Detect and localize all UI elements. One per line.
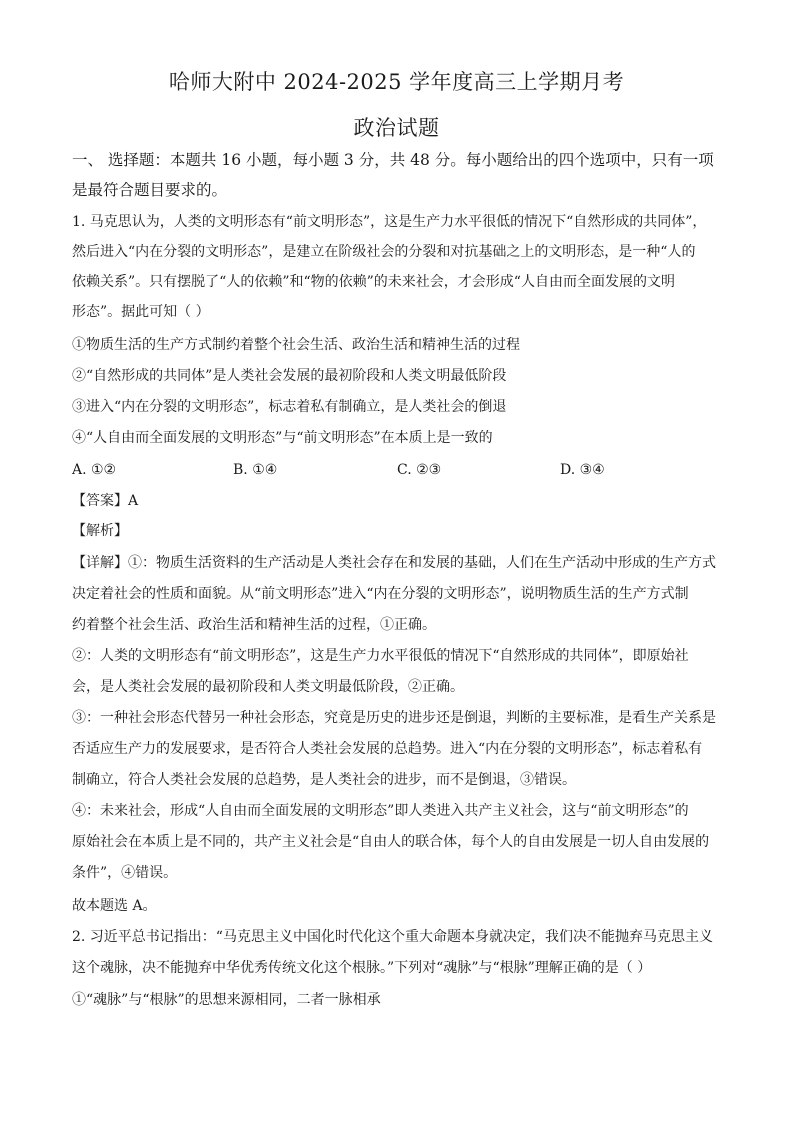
q1-options bbox=[72, 460, 732, 480]
q1-explanation-line: 否适应生产力的发展要求，是否符合人类社会发展的总趋势。进入“内在分裂的文明形态”，标志着私有 bbox=[72, 741, 703, 757]
q1-statement: ①物质生活的生产方式制约着整个社会生活、政治生活和精神生活的过程 bbox=[72, 337, 520, 353]
q1-statement: ②“自然形成的共同体”是人类社会发展的最初阶段和人类文明最低阶段 bbox=[72, 368, 507, 384]
q1-stem-line: 依赖关系”。只有摆脱了“人的依赖”和“物的依赖”的未来社会，才会形成“人自由而全面发展的文明 bbox=[72, 274, 675, 290]
q2-stem-line: 2. 习近平总书记指出：“马克思主义中国化时代化这个重大命题本身就决定，我们决不能抛弃马克思主义 bbox=[72, 929, 713, 945]
section-heading-line-1: 一、 选择题：本题共 16 小题，每小题 3 分，共 48 分。每小题给出的四个选项中，只有一项 bbox=[72, 151, 714, 169]
q1-explanation-line: 原始社会在本质上是不同的，共产主义社会是“自由人的联合体，每个人的自由发展是一切人自由发展的 bbox=[72, 834, 710, 850]
q1-explanation-line: 决定着社会的性质和面貌。从“前文明形态”进入“内在分裂的文明形态”，说明物质生活的生产方式制 bbox=[72, 586, 689, 602]
q2-stem-line: 这个魂脉，决不能抛弃中华优秀传统文化这个根脉。”下列对“魂脉”与“根脉”理解正确的是（ ） bbox=[72, 960, 652, 976]
section-heading-line-2: 是最符合题目要求的。 bbox=[72, 181, 228, 199]
q1-answer: 【答案】A bbox=[72, 493, 139, 509]
exam-title: 哈师大附中 2024-2025 学年度高三上学期月考 bbox=[168, 70, 625, 94]
q1-statement: ③进入“内在分裂的文明形态”，标志着私有制确立，是人类社会的倒退 bbox=[72, 399, 507, 415]
q1-option-b: B. ①④ bbox=[233, 462, 278, 478]
q1-explanation-line: ②：人类的文明形态有“前文明形态”，这是生产力水平很低的情况下“自然形成的共同体”，即原始社 bbox=[72, 648, 689, 664]
q1-option-d: D. ③④ bbox=[560, 462, 605, 478]
exam-subtitle: 政治试题 bbox=[353, 116, 440, 140]
q1-option-a: A. ①② bbox=[72, 462, 117, 478]
q1-explanation-line: 约着整个社会生活、政治生活和精神生活的过程，①正确。 bbox=[72, 617, 436, 633]
q1-stem-line: 然后进入“内在分裂的文明形态”，是建立在阶级社会的分裂和对抗基础之上的文明形态，是一种“人的 bbox=[72, 244, 696, 260]
q1-explanation-line: 【详解】①：物质生活资料的生产活动是人类社会存在和发展的基础，人们在生产活动中形成的生产方式 bbox=[72, 555, 716, 571]
q1-analysis-label: 【解析】 bbox=[72, 523, 128, 539]
q1-explanation-line: 条件”，④错误。 bbox=[72, 865, 178, 881]
q1-statement: ④“人自由而全面发展的文明形态”与“前文明形态”在本质上是一致的 bbox=[72, 430, 493, 446]
q1-explanation-line: ④：未来社会，形成“人自由而全面发展的文明形态”即人类进入共产主义社会，这与“前文明形态”的 bbox=[72, 803, 689, 819]
q1-option-c: C. ②③ bbox=[397, 462, 442, 478]
q1-conclusion: 故本题选 A。 bbox=[72, 898, 157, 914]
q1-stem-line: 形态”。据此可知（ ） bbox=[72, 304, 210, 320]
q1-stem-line: 1. 马克思认为，人类的文明形态有“前文明形态”，这是生产力水平很低的情况下“自然形成的共同体”， bbox=[72, 214, 707, 230]
q1-explanation-line: ③：一种社会形态代替另一种社会形态，究竟是历史的进步还是倒退，判断的主要标准，是看生产关系是 bbox=[72, 710, 716, 726]
q1-explanation-line: 会，是人类社会发展的最初阶段和人类文明最低阶段，②正确。 bbox=[72, 679, 464, 695]
q2-statement: ①“魂脉”与“根脉”的思想来源相同，二者一脉相承 bbox=[72, 992, 381, 1008]
q1-explanation-line: 制确立，符合人类社会发展的总趋势，是人类社会的进步，而不是倒退，③错误。 bbox=[72, 772, 576, 788]
